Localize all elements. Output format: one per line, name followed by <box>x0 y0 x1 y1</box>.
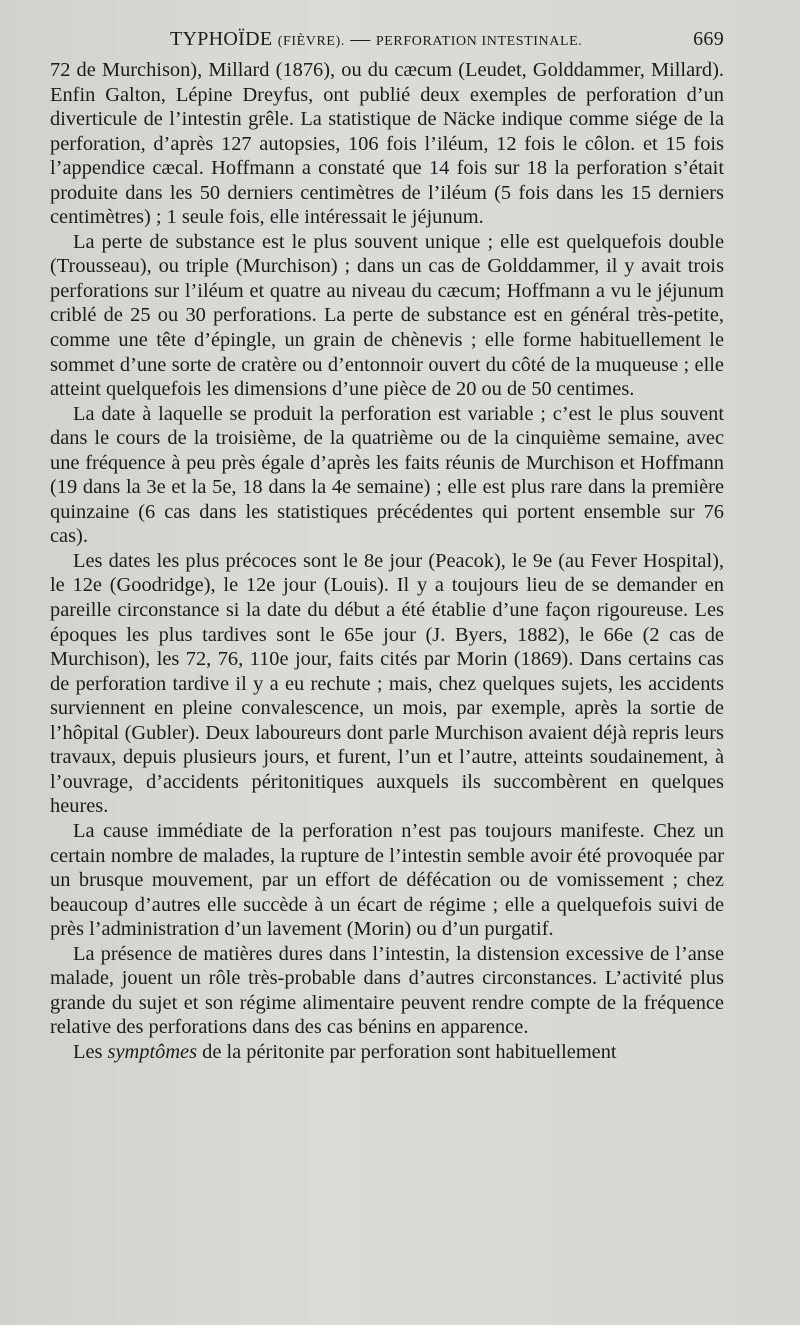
paragraph-6: La présence de matières dures dans l’intestin, la distension excessive de l’anse malade, jouent un rôle très-probable dans d’autres circonstances. L’activité plus grande du sujet et son régime alimentaire peuvent rendre compte de la fréquence relative des perforations dans des cas bénins en apparence. <box>50 942 724 1039</box>
header-section: PERFORATION INTESTINALE. <box>375 34 583 49</box>
paragraph-1: 72 de Murchison), Millard (1876), ou du cæcum (Leudet, Golddammer, Millard). Enfin Galton, Lépine Dreyfus, ont publié deux exemples de perforation d’un diverticule de l’intestin grêle. La statistique de Näcke indique comme siége de la perforation, d’après 127 autopsies, 106 fois l’iléum, 12 fois le côlon. et 15 fois l’appendice cæcal. Hoffmann a constaté que 14 fois sur 18 la perforation s’était produite dans les 50 derniers centimètres de l’iléum (5 fois dans les 15 derniers centimètres) ; 1 seule fois, elle intéressait le jéjunum. <box>50 59 724 229</box>
header-dash: — <box>350 28 371 50</box>
header-title-text: TYPHOÏDE <box>170 28 273 50</box>
paragraph-2: La perte de substance est le plus souvent unique ; elle est quelquefois double (Trousseau), ou triple (Murchison) ; dans un cas de Golddammer, il y avait trois perforations sur l’iléum et quatre au niveau du cæcum; Hoffmann a vu le jéjunum criblé de 25 ou 30 perforations. La perte de substance est en général très-petite, comme une tête d’épingle, un grain de chènevis ; elle forme habituellement le sommet d’une sorte de cratère ou d’entonnoir ouvert du côté de la muqueuse ; elle atteint quelquefois les dimensions d’une pièce de 20 ou de 50 centimes. <box>50 230 724 401</box>
running-header <box>170 28 724 58</box>
paragraph-7 <box>50 1040 724 1065</box>
last-line-start: Les <box>73 1040 108 1063</box>
header-qualifier: (FIÈVRE). <box>277 34 345 49</box>
body-text <box>50 58 724 1064</box>
paragraph-5: La cause immédiate de la perforation n’est pas toujours manifeste. Chez un certain nombre de malades, la rupture de l’intestin semble avoir été provoquée par un brusque mouvement, par un effort de défécation ou de vomissement ; chez beaucoup d’autres elle succède à un écart de régime ; elle a quelquefois suivi de près l’administration d’un lavement (Morin) ou d’un purgatif. <box>50 819 724 941</box>
symptomes-italic: symptômes <box>107 1040 198 1063</box>
page-number: 669 <box>693 28 724 50</box>
paragraph-4: Les dates les plus précoces sont le 8e jour (Peacok), le 9e (au Fever Hospital), le 12e (Goodridge), le 12e jour (Louis). Il y a toujours lieu de se demander en pareille circonstance si la date du début a été établie d’une façon rigoureuse. Les époques les plus tardives sont le 65e jour (J. Byers, 1882), le 66e (2 cas de Murchison), les 72, 76, 110e jour, faits cités par Morin (1869). Dans certains cas de perforation tardive il y a eu rechute ; mais, chez quelques sujets, les accidents surviennent en pleine convalescence, un mois, par exemple, après la sortie de l’hôpital (Gubler). Deux laboureurs dont parle Murchison avaient déjà repris leurs travaux, depuis plusieurs jours, et furent, l’un et l’autre, atteints soudainement, à l’ouvrage, d’accidents péritonitiques auxquels ils succombèrent en quelques heures. <box>50 549 724 818</box>
header-title <box>170 28 582 51</box>
paragraph-3: La date à laquelle se produit la perforation est variable ; c’est le plus souvent dans le cours de la troisième, de la quatrième ou de la cinquième semaine, avec une fréquence à peu près égale d’après les faits réunis de Murchison et Hoffmann (19 dans la 3e et la 5e, 18 dans la 4e semaine) ; elle est plus rare dans la première quinzaine (6 cas dans les statistiques précédentes qui portent ensemble sur 76 cas). <box>50 402 724 548</box>
last-line-end: de la péritonite par perforation sont habituellement <box>197 1040 617 1063</box>
